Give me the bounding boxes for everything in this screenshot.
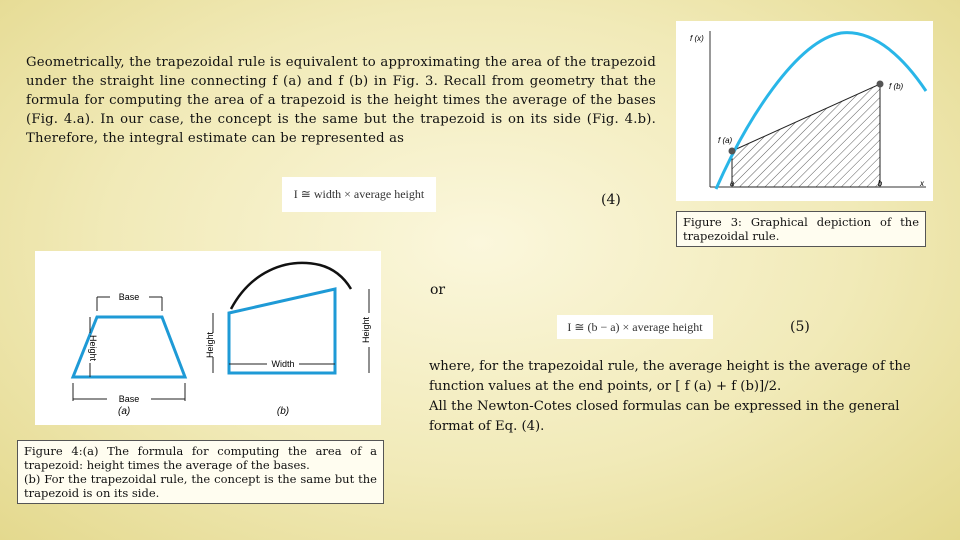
base-top-label: Base — [118, 292, 140, 302]
curve-b — [231, 263, 351, 309]
x-label: x — [920, 179, 924, 188]
fa-label: f (a) — [718, 136, 733, 145]
figure-4-drawing — [35, 251, 381, 425]
label-a: (a) — [118, 406, 131, 417]
explanation-text — [429, 357, 919, 437]
height-a-label: Height — [88, 334, 98, 362]
figure-4 — [35, 251, 381, 425]
height-right-label: Height — [361, 316, 371, 344]
equation-4-number: (4) — [601, 192, 621, 208]
y-axis-label: f (x) — [690, 34, 704, 43]
figure-3 — [676, 21, 933, 201]
or-connector: or — [430, 282, 446, 298]
explanation-line1: where, for the trapezoidal rule, the average height is the average of the function values at the end points, or [ f (a) + f (b)]/2. — [429, 359, 911, 394]
equation-4-text: I ≅ width × average height — [293, 187, 425, 201]
figure-4-caption-line1: Figure 4:(a) The formula for computing the area of a trapezoid: height times the average of the bases. — [24, 444, 377, 472]
width-label: Width — [271, 359, 295, 369]
a-label: a — [729, 179, 735, 188]
equation-5-text: I ≅ (b − a) × average height — [567, 319, 703, 334]
figure-3-plot — [676, 21, 933, 201]
point-fb — [877, 81, 884, 88]
equation-5-image — [557, 315, 713, 339]
label-b: (b) — [276, 406, 290, 417]
equation-4-image — [282, 177, 436, 212]
equation-5-number: (5) — [790, 319, 810, 335]
intro-paragraph: Geometrically, the trapezoidal rule is equivalent to approximating the area of the trapezoid under the straight line connecting f (a) and f (b) in Fig. 3. Recall from geometry that the formula for computing the area of a trapezoid is the height times the average of the bases (Fig. 4.a). In our case, the concept is the same but the trapezoid is on its side (Fig. 4.b). Therefore, the integral estimate can be represented as — [26, 55, 656, 146]
explanation-line2: All the Newton-Cotes closed formulas can be expressed in the general format of Eq. (4). — [429, 399, 900, 434]
height-b-label: Height — [205, 331, 215, 359]
b-label: b — [877, 179, 883, 188]
trapezoid-area — [729, 84, 880, 188]
figure-3-caption: Figure 3: Graphical depiction of the trapezoidal rule. — [676, 211, 926, 247]
figure-4-caption — [17, 440, 384, 504]
fb-label: f (b) — [889, 82, 904, 91]
figure-4-caption-line2: (b) For the trapezoidal rule, the concept is the same but the trapezoid is on its side. — [24, 472, 377, 500]
base-bottom-label: Base — [118, 394, 140, 404]
point-fa — [729, 148, 736, 155]
